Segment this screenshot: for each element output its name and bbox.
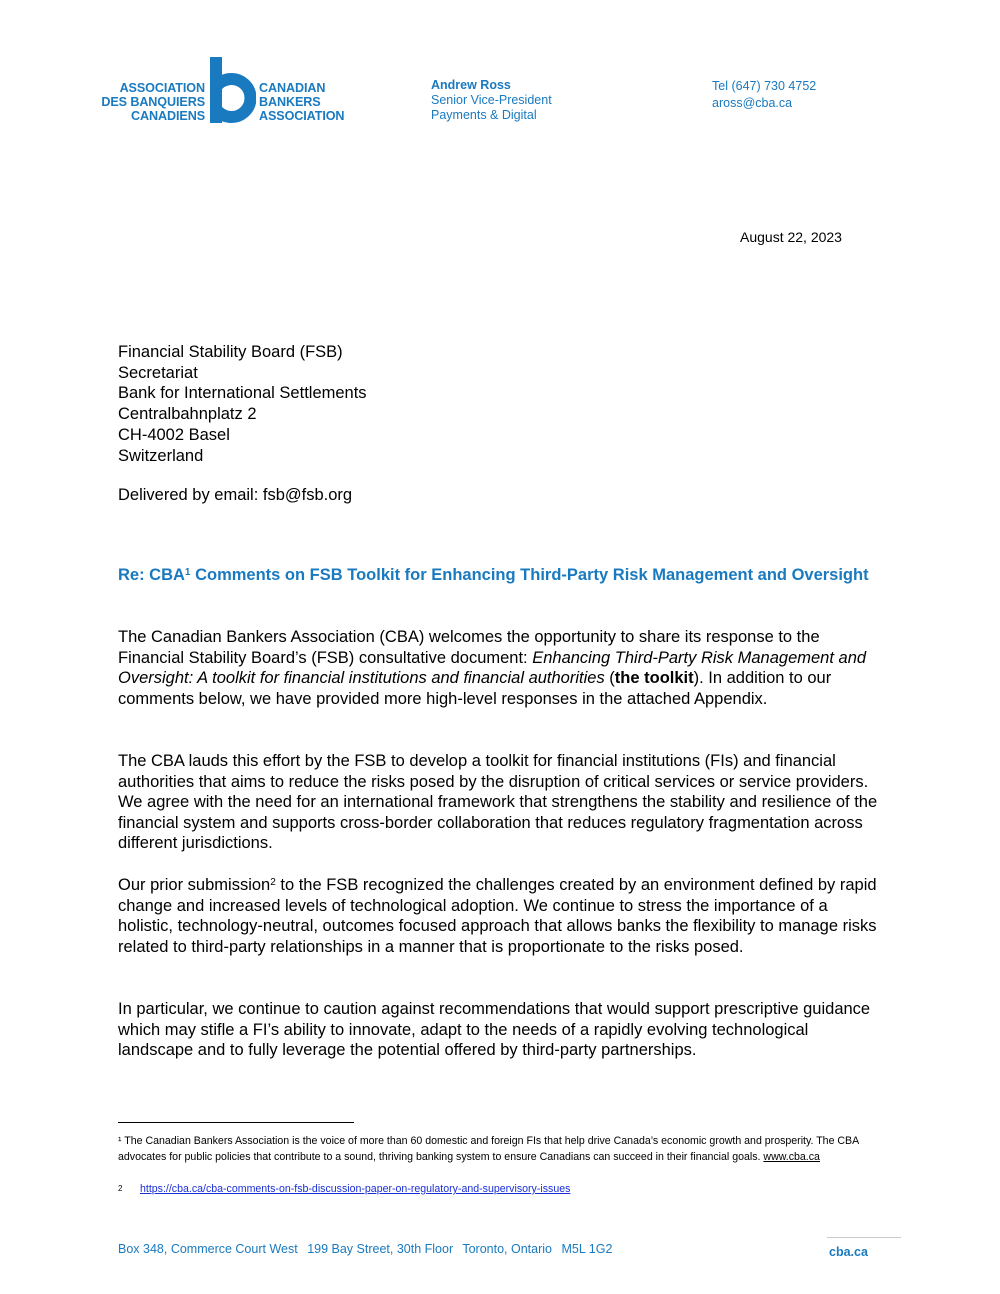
sender-contact <box>712 78 816 112</box>
cba-logo-b-icon <box>208 57 256 127</box>
letter-date: August 22, 2023 <box>740 229 842 245</box>
footer-address <box>118 1242 618 1256</box>
logo-text-english <box>259 81 369 124</box>
text-run: to the FSB recognized the challenges created by an environment defined by rapid change and increased levels of technological adoption. We continue to stress the importance of a holistic, technology-neutral, outcomes focused approach that allows banks the flexibility to manage risks related to third-party relationships in a manner that is proportionate to the risks posed. <box>118 876 877 956</box>
subject-heading <box>118 565 878 586</box>
footer-part: Box 348, Commerce Court West <box>118 1242 298 1256</box>
logo-line: CANADIAN <box>259 81 326 95</box>
defined-term: the toolkit <box>614 669 694 688</box>
footnote-text: ¹ The Canadian Bankers Association is the voice of more than 60 domestic and foreign FIs that help drive Canada’s economic growth and prosperity. The CBA advocates for public policies that contribute to a sound, thriving banking system to ensure Canadians can succeed in their financial goals. <box>118 1135 859 1163</box>
subject-rest: Comments on FSB Toolkit for Enhancing Third-Party Risk Management and Oversight <box>190 566 869 584</box>
text-run: ( <box>604 669 615 688</box>
sender-name: Andrew Ross <box>431 78 511 92</box>
document-title: Enhancing Third-Party Risk Management and Oversight: A toolkit for financial institutions and financial authorities <box>118 648 867 688</box>
footnote-divider <box>118 1122 354 1123</box>
paragraph-1 <box>118 627 878 709</box>
footnote-1 <box>118 1133 878 1165</box>
footnote-ref[interactable]: 2 <box>270 877 276 888</box>
text-run: Our prior submission <box>118 876 271 894</box>
footnote-link[interactable]: www.cba.ca <box>763 1151 820 1163</box>
footnote-ref[interactable]: 1 <box>184 567 191 578</box>
address-line: Centralbahnplatz 2 <box>118 405 257 424</box>
logo-line: CANADIENS <box>131 109 205 124</box>
footer-website[interactable]: cba.ca <box>829 1245 868 1259</box>
address-line: Financial Stability Board (FSB) <box>118 343 343 361</box>
logo-line: ASSOCIATION <box>119 81 205 95</box>
sender-block <box>431 78 552 123</box>
address-line: Bank for International Settlements <box>118 384 367 403</box>
logo-line: DES BANQUIERS <box>101 95 205 110</box>
address-line: Switzerland <box>118 446 204 465</box>
paragraph-4: In particular, we continue to caution against recommendations that would support prescriptive guidance which may stifle a FI’s ability to innovate, adapt to the needs of a rapidly evolving technological landscape and to fully leverage the potential offered by third-party partnerships. <box>118 1000 871 1060</box>
paragraph-2: The CBA lauds this effort by the FSB to develop a toolkit for financial institutions (FIs) and financial authorities that aims to reduce the risks posed by the disruption of critical services or service providers. We agree with the need for an international framework that strengthens the stability and resilience of the financial system and supports cross-border collaboration that reduces regulatory fragmentation across different jurisdictions. <box>118 752 878 853</box>
footnote-mark: 2 <box>118 1184 123 1193</box>
footer-divider <box>827 1237 901 1238</box>
logo-text-french <box>100 81 205 124</box>
footer-part: 199 Bay Street, 30th Floor <box>307 1242 454 1256</box>
logo-line: BANKERS <box>259 95 321 110</box>
text-run: The Canadian Bankers Association (CBA) welcomes the opportunity to share its response to the Financial Stability Board’s (FSB) consultative document: <box>118 628 820 667</box>
footnote-2 <box>118 1181 570 1197</box>
address-line: Secretariat <box>118 363 198 382</box>
paragraph-3 <box>118 875 878 957</box>
recipient-address <box>118 342 367 466</box>
footnote-link[interactable]: https://cba.ca/cba-comments-on-fsb-discussion-paper-on-regulatory-and-supervisory-issues <box>140 1183 571 1195</box>
sender-title: Senior Vice-President <box>431 93 552 107</box>
footer-part: M5L 1G2 <box>561 1242 613 1256</box>
sender-email[interactable]: aross@cba.ca <box>712 96 793 110</box>
address-line: CH-4002 Basel <box>118 425 230 444</box>
sender-phone: Tel (647) 730 4752 <box>712 79 817 93</box>
footer-part: Toronto, Ontario <box>462 1242 552 1256</box>
logo-line: ASSOCIATION <box>259 109 345 124</box>
delivery-note: Delivered by email: fsb@fsb.org <box>118 486 353 504</box>
sender-department: Payments & Digital <box>431 108 537 122</box>
subject-prefix: Re: CBA <box>118 566 185 584</box>
text-run: ). In addition to our comments below, we have provided more high-level responses in the attached Appendix. <box>118 669 832 708</box>
